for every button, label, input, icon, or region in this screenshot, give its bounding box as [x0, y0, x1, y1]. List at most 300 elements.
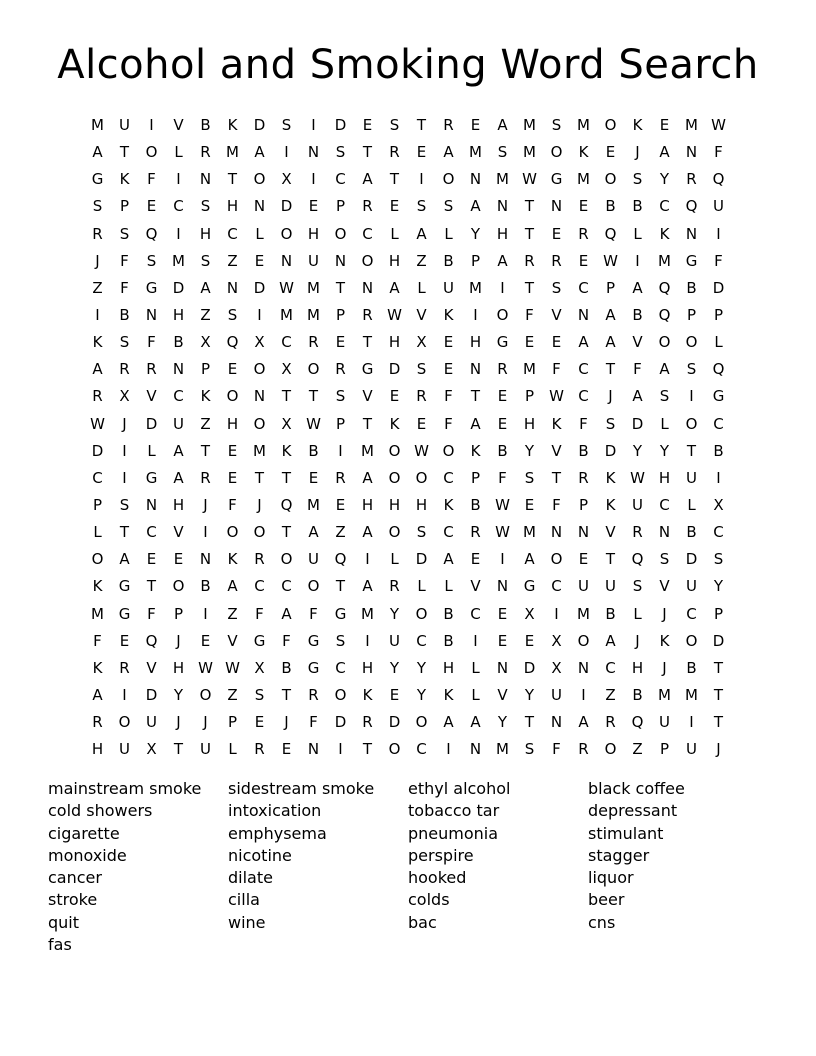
- grid-letter: K: [443, 495, 454, 514]
- grid-letter: B: [308, 441, 319, 460]
- grid-letter: L: [687, 495, 696, 514]
- grid-letter: L: [390, 224, 399, 243]
- grid-letter: S: [227, 305, 238, 324]
- grid-letter: C: [335, 658, 346, 677]
- grid-letter: E: [335, 495, 346, 514]
- grid-letter: D: [712, 631, 725, 650]
- grid-letter: B: [497, 441, 508, 460]
- grid-letter: O: [253, 414, 266, 433]
- grid-row: [84, 573, 732, 600]
- word-list-item: monoxide: [48, 845, 127, 865]
- grid-letter: T: [524, 197, 535, 216]
- grid-letter: S: [497, 143, 508, 162]
- grid-letter: M: [496, 740, 509, 759]
- grid-letter: T: [119, 143, 130, 162]
- grid-letter: O: [604, 116, 617, 134]
- grid-row: [84, 465, 732, 492]
- grid-letter: F: [633, 360, 642, 379]
- word-list-item: stagger: [588, 845, 650, 865]
- grid-letter: M: [577, 604, 590, 623]
- grid-letter: E: [119, 631, 130, 650]
- grid-letter: F: [147, 604, 156, 623]
- grid-letter: G: [712, 387, 725, 406]
- grid-letter: T: [605, 360, 616, 379]
- grid-letter: U: [605, 577, 616, 596]
- grid-letter: C: [173, 197, 184, 216]
- grid-letter: C: [146, 523, 157, 542]
- word-list-item: stimulant: [588, 823, 664, 843]
- grid-letter: A: [389, 278, 400, 297]
- word-list-item: sidestream smoke: [228, 779, 375, 798]
- grid-letter: J: [95, 251, 100, 270]
- grid-letter: A: [281, 604, 292, 623]
- grid-letter: S: [713, 550, 724, 569]
- grid-letter: W: [495, 523, 510, 542]
- grid-letter: E: [389, 685, 400, 704]
- word-search-grid: [84, 112, 732, 763]
- grid-letter: T: [470, 387, 481, 406]
- grid-letter: Z: [200, 305, 211, 324]
- grid-letter: O: [280, 224, 293, 243]
- grid-letter: E: [389, 197, 400, 216]
- grid-letter: I: [203, 523, 208, 542]
- grid-letter: O: [388, 523, 401, 542]
- grid-letter: K: [578, 143, 589, 162]
- grid-letter: I: [689, 713, 694, 732]
- grid-letter: A: [470, 414, 481, 433]
- grid-letter: D: [604, 441, 617, 460]
- grid-letter: U: [659, 713, 670, 732]
- grid-letter: K: [227, 116, 238, 134]
- grid-letter: X: [281, 170, 292, 189]
- grid-letter: Q: [145, 631, 158, 650]
- grid-letter: A: [92, 360, 103, 379]
- grid-letter: V: [416, 305, 427, 324]
- grid-letter: Y: [632, 441, 643, 460]
- grid-letter: A: [173, 441, 184, 460]
- grid-letter: C: [173, 387, 184, 406]
- grid-letter: Q: [604, 224, 617, 243]
- grid-row: [84, 709, 732, 736]
- grid-letter: A: [92, 685, 103, 704]
- grid-letter: E: [443, 360, 454, 379]
- grid-letter: D: [334, 116, 347, 134]
- grid-letter: O: [253, 523, 266, 542]
- grid-letter: C: [713, 523, 724, 542]
- grid-letter: O: [604, 170, 617, 189]
- grid-letter: C: [254, 577, 265, 596]
- grid-letter: R: [524, 251, 535, 270]
- grid-letter: N: [550, 197, 563, 216]
- grid-letter: H: [523, 414, 536, 433]
- grid-letter: L: [147, 441, 156, 460]
- grid-letter: V: [659, 577, 670, 596]
- word-list-item: cancer: [48, 868, 102, 888]
- grid-letter: N: [496, 658, 509, 677]
- grid-letter: I: [284, 143, 289, 162]
- word-list-item: nicotine: [228, 845, 292, 865]
- grid-letter: G: [550, 170, 563, 189]
- grid-letter: N: [361, 278, 374, 297]
- grid-letter: K: [119, 170, 130, 189]
- grid-letter: Z: [335, 523, 346, 542]
- word-list-item: mainstream smoke: [48, 779, 202, 798]
- grid-letter: R: [92, 713, 103, 732]
- grid-letter: N: [199, 170, 212, 189]
- grid-letter: E: [578, 197, 589, 216]
- grid-letter: U: [686, 577, 697, 596]
- grid-letter: H: [496, 224, 509, 243]
- grid-letter: M: [523, 143, 536, 162]
- grid-letter: P: [578, 495, 589, 514]
- grid-letter: E: [524, 495, 535, 514]
- grid-letter: I: [500, 278, 505, 297]
- grid-letter: X: [524, 604, 535, 623]
- grid-letter: D: [334, 713, 347, 732]
- grid-letter: G: [307, 631, 320, 650]
- grid-letter: U: [389, 631, 400, 650]
- grid-letter: Y: [713, 577, 724, 596]
- grid-letter: Y: [173, 685, 184, 704]
- grid-letter: S: [416, 523, 427, 542]
- grid-letter: W: [225, 658, 240, 677]
- grid-letter: Y: [524, 685, 535, 704]
- grid-letter: O: [550, 143, 563, 162]
- grid-letter: Q: [334, 550, 347, 569]
- grid-letter: K: [281, 441, 292, 460]
- grid-letter: W: [603, 251, 618, 270]
- grid-letter: Y: [389, 604, 400, 623]
- grid-letter: D: [145, 685, 158, 704]
- grid-letter: Z: [92, 278, 103, 297]
- grid-letter: E: [497, 604, 508, 623]
- grid-letter: R: [578, 224, 589, 243]
- grid-letter: N: [334, 251, 347, 270]
- grid-letter: Z: [632, 740, 643, 759]
- grid-letter: U: [119, 740, 130, 759]
- grid-letter: F: [714, 143, 723, 162]
- grid-letter: B: [605, 197, 616, 216]
- grid-letter: G: [253, 631, 266, 650]
- grid-letter: P: [470, 468, 481, 487]
- grid-letter: M: [685, 685, 698, 704]
- grid-letter: L: [255, 224, 264, 243]
- grid-letter: F: [120, 251, 129, 270]
- grid-letter: E: [443, 333, 454, 352]
- grid-letter: E: [497, 414, 508, 433]
- grid-letter: C: [281, 333, 292, 352]
- grid-letter: O: [226, 523, 239, 542]
- grid-letter: N: [469, 740, 482, 759]
- grid-letter: L: [660, 414, 669, 433]
- grid-letter: D: [253, 116, 266, 134]
- grid-letter: H: [172, 658, 185, 677]
- grid-letter: R: [92, 387, 103, 406]
- word-bank: [48, 778, 768, 956]
- grid-letter: Q: [712, 360, 725, 379]
- grid-letter: N: [496, 197, 509, 216]
- grid-letter: E: [227, 441, 238, 460]
- grid-letter: O: [118, 713, 131, 732]
- grid-letter: S: [92, 197, 103, 216]
- grid-letter: C: [578, 278, 589, 297]
- grid-letter: K: [632, 116, 643, 134]
- grid-letter: G: [496, 333, 509, 352]
- grid-letter: B: [632, 685, 643, 704]
- grid-letter: E: [227, 468, 238, 487]
- grid-row: [84, 601, 732, 628]
- grid-letter: R: [389, 143, 400, 162]
- grid-letter: V: [605, 523, 616, 542]
- grid-row: [84, 438, 732, 465]
- grid-letter: E: [335, 333, 346, 352]
- grid-row: [84, 302, 732, 329]
- grid-letter: C: [578, 360, 589, 379]
- grid-row: [84, 655, 732, 682]
- grid-letter: L: [417, 278, 426, 297]
- grid-letter: M: [658, 251, 671, 270]
- grid-letter: M: [361, 441, 374, 460]
- grid-letter: I: [122, 685, 127, 704]
- grid-letter: M: [523, 360, 536, 379]
- grid-letter: C: [578, 387, 589, 406]
- grid-letter: A: [362, 577, 373, 596]
- grid-letter: P: [335, 305, 346, 324]
- grid-letter: F: [444, 387, 453, 406]
- grid-letter: S: [200, 251, 211, 270]
- grid-letter: U: [578, 577, 589, 596]
- grid-letter: J: [635, 631, 640, 650]
- grid-letter: C: [227, 224, 238, 243]
- grid-letter: I: [473, 631, 478, 650]
- grid-letter: J: [122, 414, 127, 433]
- grid-letter: M: [496, 170, 509, 189]
- grid-letter: O: [415, 604, 428, 623]
- grid-letter: X: [551, 631, 562, 650]
- grid-letter: O: [658, 333, 671, 352]
- grid-letter: O: [604, 740, 617, 759]
- grid-letter: N: [496, 577, 509, 596]
- grid-letter: T: [227, 170, 238, 189]
- grid-letter: A: [443, 550, 454, 569]
- grid-letter: M: [91, 116, 104, 134]
- grid-letter: V: [146, 658, 157, 677]
- grid-letter: H: [469, 333, 482, 352]
- grid-letter: O: [388, 441, 401, 460]
- grid-letter: I: [365, 550, 370, 569]
- grid-letter: G: [145, 278, 158, 297]
- grid-letter: H: [199, 224, 212, 243]
- grid-letter: P: [713, 604, 724, 623]
- word-column: [408, 778, 588, 956]
- grid-letter: R: [308, 685, 319, 704]
- grid-letter: E: [497, 631, 508, 650]
- grid-letter: R: [200, 468, 211, 487]
- grid-letter: A: [254, 143, 265, 162]
- grid-letter: E: [173, 550, 184, 569]
- grid-letter: A: [362, 523, 373, 542]
- grid-letter: N: [577, 305, 590, 324]
- grid-letter: H: [361, 658, 374, 677]
- grid-letter: T: [713, 658, 724, 677]
- grid-letter: E: [416, 143, 427, 162]
- grid-letter: R: [605, 713, 616, 732]
- grid-letter: C: [281, 577, 292, 596]
- grid-letter: R: [119, 360, 130, 379]
- grid-letter: B: [632, 197, 643, 216]
- grid-letter: V: [551, 441, 562, 460]
- grid-letter: S: [254, 685, 265, 704]
- grid-letter: O: [145, 143, 158, 162]
- grid-letter: J: [284, 713, 289, 732]
- grid-letter: O: [334, 685, 347, 704]
- grid-letter: F: [147, 333, 156, 352]
- grid-letter: S: [443, 197, 454, 216]
- word-list-item: cilla: [228, 890, 260, 910]
- grid-letter: P: [335, 197, 346, 216]
- grid-letter: H: [172, 495, 185, 514]
- grid-letter: N: [307, 740, 320, 759]
- grid-letter: X: [551, 658, 562, 677]
- grid-letter: H: [361, 495, 374, 514]
- grid-letter: E: [578, 550, 589, 569]
- grid-letter: Q: [226, 333, 239, 352]
- grid-letter: O: [253, 170, 266, 189]
- grid-letter: M: [523, 523, 536, 542]
- grid-letter: J: [662, 658, 667, 677]
- grid-letter: M: [172, 251, 185, 270]
- grid-letter: F: [498, 468, 507, 487]
- grid-letter: S: [551, 116, 562, 134]
- grid-letter: M: [91, 604, 104, 623]
- grid-letter: D: [388, 360, 401, 379]
- grid-letter: E: [389, 387, 400, 406]
- grid-letter: C: [92, 468, 103, 487]
- grid-letter: W: [495, 495, 510, 514]
- grid-letter: Z: [227, 251, 238, 270]
- grid-letter: S: [335, 387, 346, 406]
- grid-letter: Y: [497, 713, 508, 732]
- grid-letter: E: [362, 116, 373, 134]
- grid-letter: I: [257, 305, 262, 324]
- grid-letter: I: [311, 170, 316, 189]
- grid-letter: F: [552, 740, 561, 759]
- grid-letter: I: [149, 116, 154, 134]
- grid-letter: L: [444, 577, 453, 596]
- grid-letter: E: [200, 631, 211, 650]
- grid-letter: I: [716, 224, 721, 243]
- grid-letter: M: [685, 116, 698, 134]
- grid-letter: W: [549, 387, 564, 406]
- grid-letter: Q: [280, 495, 293, 514]
- grid-letter: S: [659, 387, 670, 406]
- grid-letter: T: [119, 523, 130, 542]
- grid-letter: E: [605, 143, 616, 162]
- grid-row: [84, 736, 732, 763]
- grid-letter: K: [470, 441, 481, 460]
- grid-letter: A: [497, 116, 508, 134]
- grid-letter: R: [686, 170, 697, 189]
- grid-letter: J: [716, 740, 721, 759]
- grid-letter: B: [119, 305, 130, 324]
- grid-letter: F: [552, 495, 561, 514]
- grid-letter: U: [308, 251, 319, 270]
- word-list-item: black coffee: [588, 779, 685, 798]
- grid-letter: R: [470, 523, 481, 542]
- grid-letter: H: [388, 251, 401, 270]
- grid-letter: W: [414, 441, 429, 460]
- grid-letter: E: [227, 360, 238, 379]
- grid-letter: H: [631, 658, 644, 677]
- grid-letter: F: [228, 495, 237, 514]
- grid-letter: M: [469, 143, 482, 162]
- grid-letter: J: [203, 495, 208, 514]
- grid-row: [84, 383, 732, 410]
- grid-letter: C: [551, 577, 562, 596]
- grid-letter: W: [198, 658, 213, 677]
- grid-letter: N: [469, 360, 482, 379]
- grid-letter: O: [442, 441, 455, 460]
- grid-letter: A: [578, 333, 589, 352]
- grid-letter: A: [362, 468, 373, 487]
- grid-letter: P: [227, 713, 238, 732]
- grid-letter: O: [685, 631, 698, 650]
- grid-letter: S: [200, 197, 211, 216]
- grid-letter: N: [550, 523, 563, 542]
- grid-letter: M: [307, 278, 320, 297]
- grid-row: [84, 275, 732, 302]
- grid-letter: I: [203, 604, 208, 623]
- grid-letter: R: [254, 740, 265, 759]
- grid-letter: K: [605, 468, 616, 487]
- grid-letter: C: [686, 604, 697, 623]
- grid-letter: P: [92, 495, 103, 514]
- grid-letter: I: [554, 604, 559, 623]
- grid-letter: O: [253, 360, 266, 379]
- grid-letter: E: [551, 224, 562, 243]
- grid-letter: A: [308, 523, 319, 542]
- grid-letter: I: [581, 685, 586, 704]
- grid-letter: N: [577, 523, 590, 542]
- grid-letter: L: [444, 224, 453, 243]
- grid-letter: E: [659, 116, 670, 134]
- grid-letter: Y: [416, 685, 427, 704]
- grid-letter: M: [577, 170, 590, 189]
- grid-letter: N: [550, 713, 563, 732]
- grid-letter: S: [416, 197, 427, 216]
- grid-letter: M: [469, 278, 482, 297]
- grid-letter: X: [713, 495, 724, 514]
- grid-letter: N: [577, 658, 590, 677]
- grid-letter: X: [119, 387, 130, 406]
- grid-letter: E: [551, 333, 562, 352]
- grid-letter: Y: [524, 441, 535, 460]
- grid-letter: V: [173, 116, 184, 134]
- grid-letter: C: [416, 740, 427, 759]
- grid-letter: P: [659, 740, 670, 759]
- grid-letter: P: [200, 360, 211, 379]
- grid-letter: M: [307, 305, 320, 324]
- grid-letter: M: [280, 305, 293, 324]
- grid-letter: G: [145, 468, 158, 487]
- grid-letter: H: [658, 468, 671, 487]
- grid-letter: R: [254, 550, 265, 569]
- grid-letter: D: [91, 441, 104, 460]
- grid-letter: N: [280, 251, 293, 270]
- grid-letter: N: [145, 305, 158, 324]
- grid-letter: Q: [631, 550, 644, 569]
- grid-letter: T: [281, 523, 292, 542]
